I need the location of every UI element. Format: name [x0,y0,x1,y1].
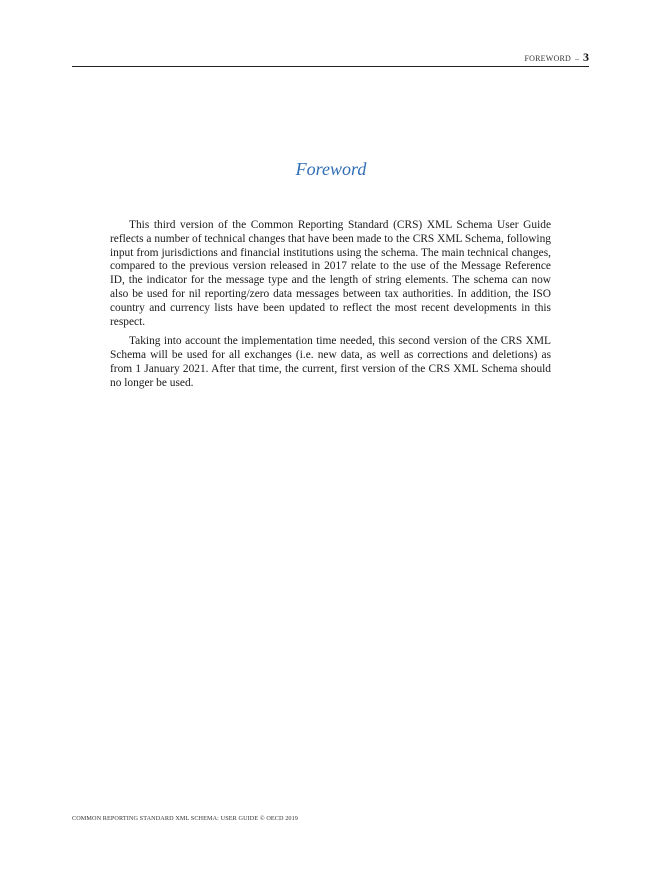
paragraph-2: Taking into account the implementation time needed, this second version of the CRS XML Schema will be used for all exchanges (i.e. new data, as well as corrections and deletions) as from 1 January 2021. After that time, the current, first version of the CRS XML Schema should no longer be used. [110,335,551,389]
header-section-label: FOREWORD [524,54,571,63]
running-header [72,50,589,67]
paragraph-1: This third version of the Common Reporting Standard (CRS) XML Schema User Guide reflects a number of technical changes that have been made to the CRS XML Schema, following input from jurisdictions and financial institutions using the schema. The main technical changes, compared to the previous version released in 2017 relate to the use of the Message Reference ID, the indicator for the message type and the length of string elements. The schema can now also be used for nil reporting/zero data messages between tax authorities. In addition, the ISO country and currency lists have been updated to reflect the most recent developments in this respect. [110,219,551,328]
header-separator: – [575,54,579,63]
page-number: 3 [583,50,589,64]
body-text [110,219,551,397]
page-footer: COMMON REPORTING STANDARD XML SCHEMA: USER GUIDE © OECD 2019 [72,815,299,822]
page-title: Foreword [295,159,367,179]
